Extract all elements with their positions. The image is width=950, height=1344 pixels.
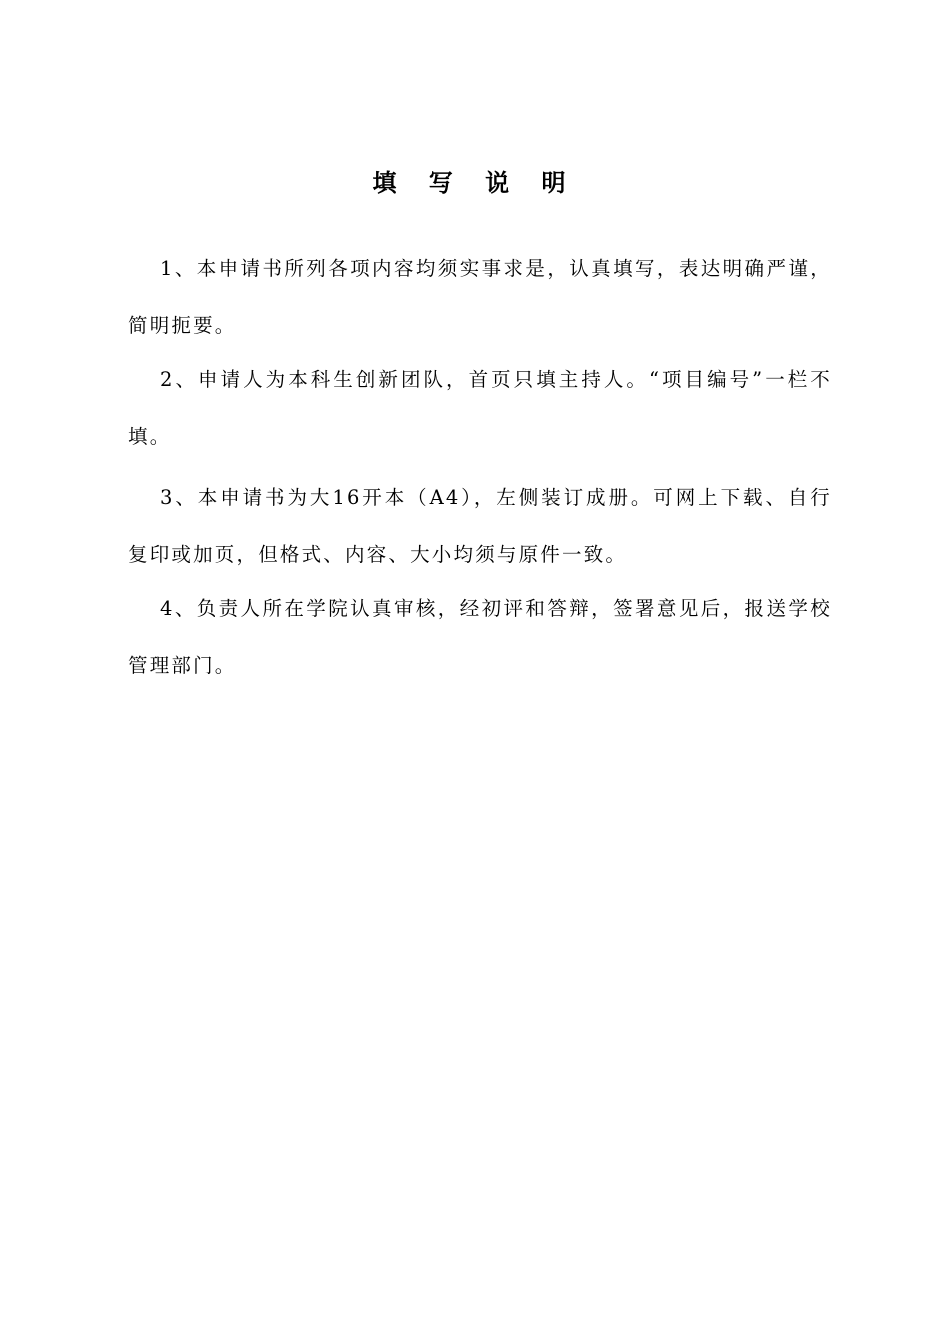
instruction-paragraph-2: 2、申请人为本科生创新团队，首页只填主持人。“项目编号”一栏不填。: [128, 368, 832, 448]
instructions-body: [128, 240, 832, 694]
instruction-paragraph-3: 3、本申请书为大16开本（A4），左侧装订成册。可网上下载、自行复印或加页，但格式、内容、大小均须与原件一致。: [128, 486, 832, 566]
instruction-paragraph-1: 1、本申请书所列各项内容均须实事求是，认真填写，表达明确严谨，简明扼要。: [128, 257, 832, 337]
page-title: 填 写 说 明: [372, 168, 578, 197]
instruction-paragraph-4: 4、负责人所在学院认真审核，经初评和答辩，签署意见后，报送学校管理部门。: [128, 597, 832, 677]
